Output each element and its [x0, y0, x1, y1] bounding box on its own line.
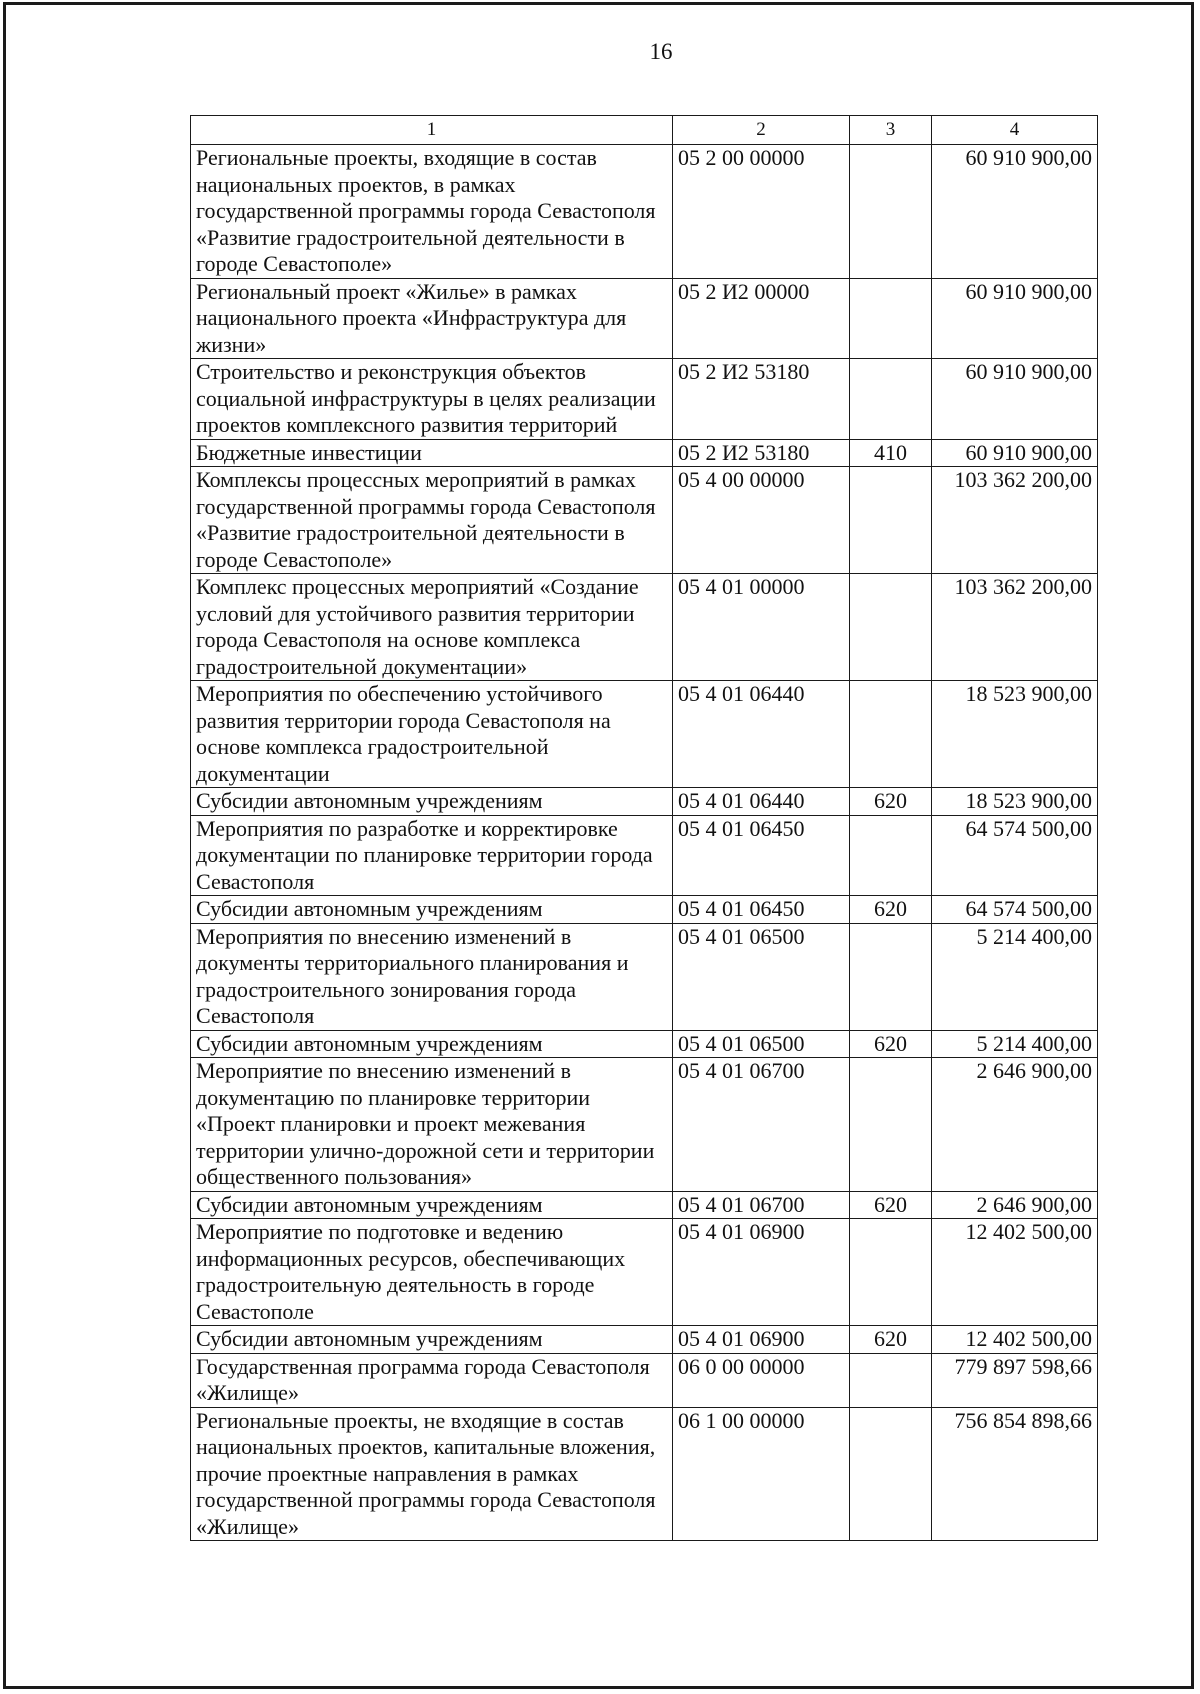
table-row	[191, 1407, 1098, 1541]
row-code-cell: 05 4 01 06900	[673, 1326, 850, 1354]
table-row	[191, 359, 1098, 440]
header-col-2: 2	[673, 116, 850, 145]
row-expense-type-cell	[850, 467, 932, 574]
table-row	[191, 815, 1098, 896]
row-name-cell: Мероприятие по подготовке и ведению информационных ресурсов, обеспечивающих градостроительную деятельность в городе Севастополе	[191, 1219, 673, 1326]
table-row	[191, 1219, 1098, 1326]
row-name-cell: Субсидии автономным учреждениям	[191, 1326, 673, 1354]
row-code-cell: 05 4 01 06450	[673, 896, 850, 924]
row-code-cell: 05 4 01 00000	[673, 574, 850, 681]
row-amount-cell: 64 574 500,00	[932, 815, 1098, 896]
row-amount-cell: 60 910 900,00	[932, 359, 1098, 440]
row-name-cell: Субсидии автономным учреждениям	[191, 1191, 673, 1219]
table-row	[191, 923, 1098, 1030]
row-expense-type-cell	[850, 923, 932, 1030]
row-code-cell: 06 0 00 00000	[673, 1353, 850, 1407]
row-name-cell: Бюджетные инвестиции	[191, 439, 673, 467]
row-expense-type-cell	[850, 1407, 932, 1541]
row-name-cell: Государственная программа города Севастополя «Жилище»	[191, 1353, 673, 1407]
table-row	[191, 1058, 1098, 1192]
row-code-cell: 05 4 00 00000	[673, 467, 850, 574]
page-number: 16	[649, 39, 673, 64]
header-col-1: 1	[191, 116, 673, 145]
row-expense-type-cell	[850, 574, 932, 681]
row-expense-type-cell	[850, 1219, 932, 1326]
table-row	[191, 896, 1098, 924]
row-expense-type-cell: 410	[850, 439, 932, 467]
row-expense-type-cell	[850, 278, 932, 359]
row-name-cell: Комплекс процессных мероприятий «Создание условий для устойчивого развития территории города Севастополя на основе комплекса градостроительной документации»	[191, 574, 673, 681]
row-code-cell: 05 2 И2 00000	[673, 278, 850, 359]
table-row	[191, 278, 1098, 359]
row-code-cell: 05 2 00 00000	[673, 145, 850, 279]
row-name-cell: Субсидии автономным учреждениям	[191, 1030, 673, 1058]
table-row	[191, 1030, 1098, 1058]
row-amount-cell: 5 214 400,00	[932, 1030, 1098, 1058]
row-code-cell: 05 4 01 06700	[673, 1191, 850, 1219]
row-name-cell: Субсидии автономным учреждениям	[191, 788, 673, 816]
row-amount-cell: 779 897 598,66	[932, 1353, 1098, 1407]
header-col-3: 3	[850, 116, 932, 145]
table-row	[191, 145, 1098, 279]
row-amount-cell: 60 910 900,00	[932, 439, 1098, 467]
row-name-cell: Региональные проекты, не входящие в состав национальных проектов, капитальные вложения, прочие проектные направления в рамках государственной программы города Севастополя «Жилище»	[191, 1407, 673, 1541]
row-expense-type-cell: 620	[850, 788, 932, 816]
row-name-cell: Мероприятия по обеспечению устойчивого развития территории города Севастополя на основе комплекса градостроительной документации	[191, 681, 673, 788]
row-expense-type-cell: 620	[850, 1326, 932, 1354]
row-expense-type-cell	[850, 145, 932, 279]
table-row	[191, 1353, 1098, 1407]
row-expense-type-cell	[850, 1353, 932, 1407]
header-col-4: 4	[932, 116, 1098, 145]
row-name-cell: Мероприятие по внесению изменений в документацию по планировке территории «Проект планировки и проект межевания территории улично-дорожной сети и территории общественного пользования»	[191, 1058, 673, 1192]
row-amount-cell: 103 362 200,00	[932, 467, 1098, 574]
row-code-cell: 05 4 01 06700	[673, 1058, 850, 1192]
budget-table	[190, 115, 1098, 1541]
row-amount-cell: 5 214 400,00	[932, 923, 1098, 1030]
table-row	[191, 788, 1098, 816]
row-code-cell: 05 4 01 06500	[673, 1030, 850, 1058]
row-amount-cell: 12 402 500,00	[932, 1326, 1098, 1354]
row-name-cell: Региональные проекты, входящие в состав национальных проектов, в рамках государственной программы города Севастополя «Развитие градостроительной деятельности в городе Севастополе»	[191, 145, 673, 279]
row-expense-type-cell	[850, 359, 932, 440]
row-expense-type-cell	[850, 815, 932, 896]
row-amount-cell: 18 523 900,00	[932, 681, 1098, 788]
row-amount-cell: 60 910 900,00	[932, 278, 1098, 359]
row-amount-cell: 103 362 200,00	[932, 574, 1098, 681]
table-row	[191, 467, 1098, 574]
row-amount-cell: 2 646 900,00	[932, 1058, 1098, 1192]
row-expense-type-cell: 620	[850, 1191, 932, 1219]
table-header-row	[191, 116, 1098, 145]
table-row	[191, 574, 1098, 681]
row-name-cell: Комплексы процессных мероприятий в рамках государственной программы города Севастополя «Развитие градостроительной деятельности в городе Севастополе»	[191, 467, 673, 574]
row-amount-cell: 64 574 500,00	[932, 896, 1098, 924]
row-amount-cell: 60 910 900,00	[932, 145, 1098, 279]
table-row	[191, 1326, 1098, 1354]
row-name-cell: Субсидии автономным учреждениям	[191, 896, 673, 924]
row-code-cell: 05 4 01 06450	[673, 815, 850, 896]
row-code-cell: 05 2 И2 53180	[673, 439, 850, 467]
row-name-cell: Региональный проект «Жилье» в рамках национального проекта «Инфраструктура для жизни»	[191, 278, 673, 359]
row-expense-type-cell	[850, 681, 932, 788]
table-row	[191, 439, 1098, 467]
row-name-cell: Строительство и реконструкция объектов социальной инфраструктуры в целях реализации проектов комплексного развития территорий	[191, 359, 673, 440]
row-code-cell: 05 4 01 06440	[673, 681, 850, 788]
row-amount-cell: 756 854 898,66	[932, 1407, 1098, 1541]
table-row	[191, 681, 1098, 788]
row-name-cell: Мероприятия по внесению изменений в документы территориального планирования и градостроительного зонирования города Севастополя	[191, 923, 673, 1030]
row-code-cell: 06 1 00 00000	[673, 1407, 850, 1541]
row-amount-cell: 12 402 500,00	[932, 1219, 1098, 1326]
row-expense-type-cell	[850, 1058, 932, 1192]
row-amount-cell: 18 523 900,00	[932, 788, 1098, 816]
table-row	[191, 1191, 1098, 1219]
row-expense-type-cell: 620	[850, 1030, 932, 1058]
row-code-cell: 05 4 01 06440	[673, 788, 850, 816]
row-code-cell: 05 4 01 06900	[673, 1219, 850, 1326]
row-code-cell: 05 2 И2 53180	[673, 359, 850, 440]
row-expense-type-cell: 620	[850, 896, 932, 924]
row-amount-cell: 2 646 900,00	[932, 1191, 1098, 1219]
row-code-cell: 05 4 01 06500	[673, 923, 850, 1030]
row-name-cell: Мероприятия по разработке и корректировке документации по планировке территории города Севастополя	[191, 815, 673, 896]
